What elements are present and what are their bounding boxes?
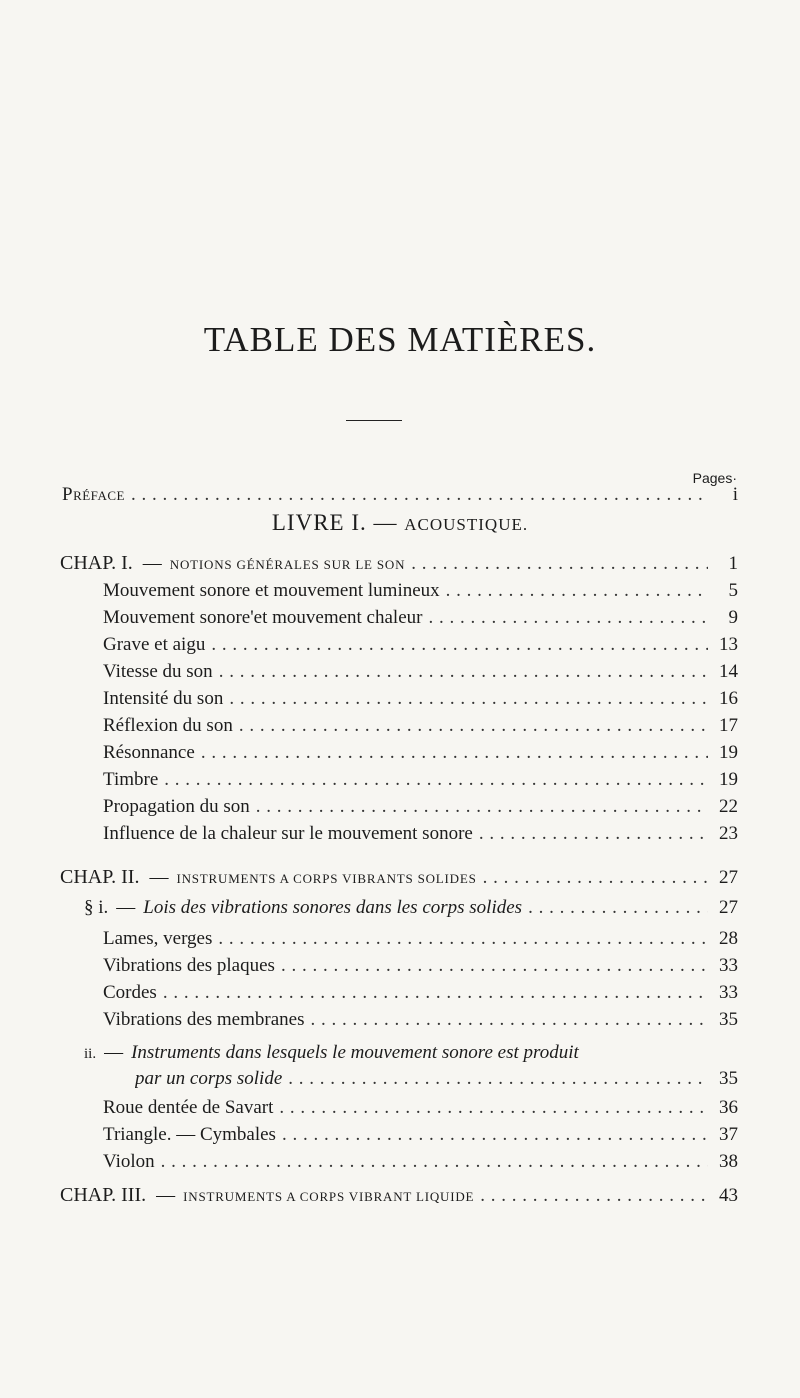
pages-column-label: Pages· xyxy=(692,470,737,486)
leader-dots xyxy=(411,553,708,575)
page-title: TABLE DES MATIÈRES. xyxy=(203,320,597,359)
toc-entry-page: 33 xyxy=(719,955,738,976)
toc-entry-label: Timbre xyxy=(103,769,159,790)
toc-chapter-1[interactable] xyxy=(60,552,738,578)
toc-entry[interactable] xyxy=(103,796,738,822)
toc-entry-page: 14 xyxy=(719,661,738,682)
toc-entry-label: Résonnance xyxy=(103,742,195,763)
toc-entry-page: 16 xyxy=(719,688,738,709)
toc-entry-label: Mouvement sonore et mouvement lumineux xyxy=(103,580,440,601)
toc-section-1[interactable] xyxy=(84,897,738,923)
leader-dots xyxy=(480,1185,708,1207)
toc-section-2-line1[interactable] xyxy=(84,1042,738,1068)
toc-entry-label: Intensité du son xyxy=(103,688,224,709)
chapter-page: 43 xyxy=(719,1185,738,1206)
toc-entry[interactable] xyxy=(103,661,738,687)
toc-entry[interactable] xyxy=(103,1124,738,1150)
leader-dots xyxy=(288,1068,708,1090)
toc-entry-page: 38 xyxy=(719,1151,738,1172)
leader-dots xyxy=(229,688,708,710)
chapter-number: CHAP. III. xyxy=(60,1184,147,1206)
toc-entry-page: 22 xyxy=(719,796,738,817)
chapter-number: CHAP. II. xyxy=(60,866,140,888)
toc-chapter-2[interactable] xyxy=(60,866,738,892)
toc-entry[interactable] xyxy=(103,928,738,954)
toc-entry-page: 28 xyxy=(719,928,738,949)
toc-entry-label: Vitesse du son xyxy=(103,661,213,682)
toc-entry-label: Propagation du son xyxy=(103,796,250,817)
toc-entry-label: Grave et aigu xyxy=(103,634,206,655)
toc-entry-page: 13 xyxy=(719,634,738,655)
title-rule xyxy=(346,420,402,421)
leader-dots xyxy=(164,769,708,791)
leader-dots xyxy=(282,1124,708,1146)
leader-dots xyxy=(279,1097,708,1119)
chapter-page: 27 xyxy=(719,867,738,888)
chapter-number: CHAP. I. xyxy=(60,552,133,574)
toc-entry-label: Lames, verges xyxy=(103,928,213,949)
toc-entry-label: Vibrations des membranes xyxy=(103,1009,305,1030)
toc-entry-label: Cordes xyxy=(103,982,157,1003)
leader-dots xyxy=(218,928,708,950)
toc-entry-page: i xyxy=(732,484,738,505)
toc-entry-label: Réflexion du son xyxy=(103,715,233,736)
toc-entry[interactable] xyxy=(103,982,738,1008)
toc-entry[interactable] xyxy=(103,580,738,606)
book-heading xyxy=(0,510,800,536)
toc-entry-label: Influence de la chaleur sur le mouvement sonore xyxy=(103,823,473,844)
chapter-title: INSTRUMENTS A CORPS VIBRANTS SOLIDES xyxy=(176,871,477,886)
section-title: Instruments dans lesquels le mouvement sonore est produit xyxy=(131,1042,579,1063)
toc-entry-label: Roue dentée de Savart xyxy=(103,1097,274,1118)
leader-dots xyxy=(256,796,708,818)
toc-entry-page: 5 xyxy=(728,580,738,601)
section-page: 27 xyxy=(719,897,738,918)
section-title: Lois des vibrations sonores dans les corps solides xyxy=(143,897,523,918)
toc-entry-label: Préface xyxy=(62,484,125,505)
toc-entry-page: 23 xyxy=(719,823,738,844)
book-name: ACOUSTIQUE. xyxy=(404,515,529,534)
leader-dots xyxy=(446,580,708,602)
toc-entry[interactable] xyxy=(103,688,738,714)
leader-dots xyxy=(310,1009,708,1031)
toc-entry-page: 36 xyxy=(719,1097,738,1118)
toc-entry-label: Violon xyxy=(103,1151,155,1172)
toc-entry[interactable] xyxy=(103,1009,738,1035)
leader-dots xyxy=(239,715,708,737)
toc-entry-label: Mouvement sonore'et mouvement chaleur xyxy=(103,607,423,628)
leader-dots xyxy=(163,982,708,1004)
toc-entry-page: 37 xyxy=(719,1124,738,1145)
toc-entry-page: 33 xyxy=(719,982,738,1003)
leader-dots xyxy=(211,634,708,656)
toc-entry-page: 9 xyxy=(728,607,738,628)
toc-section-2-line2[interactable] xyxy=(135,1068,738,1094)
section-mark: ii. xyxy=(84,1046,97,1062)
leader-dots xyxy=(161,1151,708,1173)
toc-entry-page: 35 xyxy=(719,1009,738,1030)
leader-dots xyxy=(131,484,708,506)
chapter-dash: — xyxy=(149,867,169,888)
toc-entry-page: 17 xyxy=(719,715,738,736)
toc-entry-preface[interactable] xyxy=(62,484,738,510)
leader-dots xyxy=(483,867,708,889)
chapter-dash: — xyxy=(142,553,162,574)
section-dash: — xyxy=(116,897,136,918)
leader-dots xyxy=(219,661,708,683)
toc-entry[interactable] xyxy=(103,634,738,660)
chapter-dash: — xyxy=(156,1185,176,1206)
book-number: LIVRE I. — xyxy=(271,510,398,535)
section-title-continued: par un corps solide xyxy=(135,1068,283,1089)
section-dash: — xyxy=(104,1042,124,1063)
toc-entry-label: Vibrations des plaques xyxy=(103,955,275,976)
leader-dots xyxy=(479,823,708,845)
toc-entry[interactable] xyxy=(103,607,738,633)
leader-dots xyxy=(201,742,708,764)
toc-entry-page: 19 xyxy=(719,769,738,790)
leader-dots xyxy=(281,955,708,977)
toc-entry-label: Triangle. — Cymbales xyxy=(103,1124,276,1145)
chapter-title: NOTIONS GÉNÉRALES SUR LE SON xyxy=(169,557,406,572)
toc-entry[interactable] xyxy=(103,769,738,795)
chapter-page: 1 xyxy=(728,553,738,574)
toc-entry[interactable] xyxy=(103,1151,738,1177)
section-mark: § i. xyxy=(84,897,109,918)
section-page: 35 xyxy=(719,1068,738,1089)
leader-dots xyxy=(428,607,708,629)
toc-chapter-3[interactable] xyxy=(60,1184,738,1210)
chapter-title: INSTRUMENTS A CORPS VIBRANT LIQUIDE xyxy=(183,1189,475,1204)
leader-dots xyxy=(528,897,708,919)
toc-entry[interactable] xyxy=(103,955,738,981)
toc-entry[interactable] xyxy=(103,742,738,768)
toc-entry-page: 19 xyxy=(719,742,738,763)
toc-entry[interactable] xyxy=(103,715,738,741)
toc-entry[interactable] xyxy=(103,823,738,849)
toc-entry[interactable] xyxy=(103,1097,738,1123)
